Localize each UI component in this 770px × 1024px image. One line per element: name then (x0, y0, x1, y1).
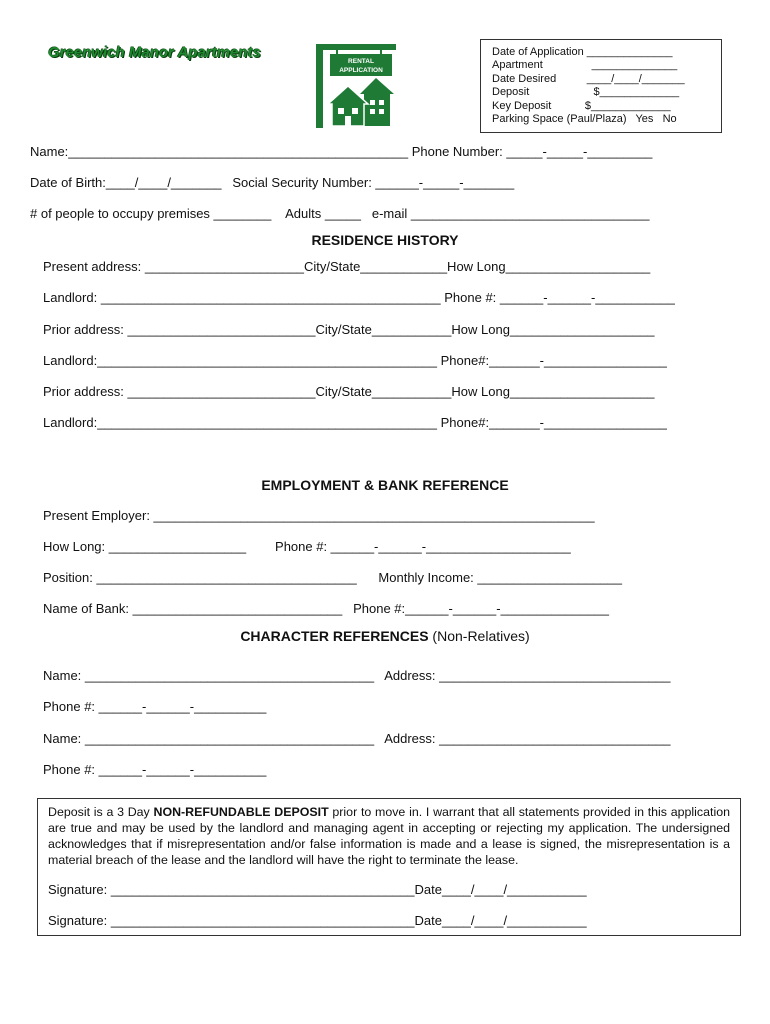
reference-2-name-address-line[interactable]: Name: ________________________________________ Address: ________________________________ (43, 731, 671, 746)
present-landlord-line[interactable]: Landlord: _______________________________________________ Phone #: ______-______-___________ (43, 290, 675, 305)
bank-phone-line[interactable]: Name of Bank: _____________________________ Phone #:______-______-_______________ (43, 601, 610, 616)
deposit-agreement-box (37, 798, 741, 936)
reference-1-name-address-line[interactable]: Name: ________________________________________ Address: ________________________________ (43, 668, 671, 683)
deposit-agreement-text: Deposit is a 3 Day NON-REFUNDABLE DEPOSIT prior to move in. I warrant that all statements provided in this application are true and may be used by the landlord and managing agent in accepting or rejecting my application. The undersigned acknowledges that if misrepresentation and/or false information is made and a lease is signed, the misrepresentation is a material breach of the lease and the landlord will have the right to terminate the lease. (48, 805, 730, 867)
brand-title: Greenwich Manor Apartments (48, 44, 261, 61)
position-income-line[interactable]: Position: ____________________________________ Monthly Income: ____________________ (43, 570, 623, 585)
employment-bank-heading: EMPLOYMENT & BANK REFERENCE (261, 477, 509, 493)
prior-landlord-2-line[interactable]: Landlord:_______________________________________________ Phone#:_______-_________________ (43, 415, 667, 430)
office-use-box (480, 39, 722, 133)
present-employer-line[interactable]: Present Employer: _____________________________________________________________ (43, 508, 595, 523)
date-of-application-line[interactable]: Date of Application ______________ (492, 46, 673, 58)
prior-landlord-1-line[interactable]: Landlord:_______________________________________________ Phone#:_______-_________________ (43, 353, 667, 368)
character-references-heading (0, 628, 770, 644)
logo-sign-line-1: RENTAL (348, 58, 374, 65)
residence-history-heading: RESIDENCE HISTORY (311, 232, 459, 248)
occupants-email-line[interactable]: # of people to occupy premises ________ Adults _____ e-mail _________________________________ (30, 206, 650, 221)
signature-line-1[interactable]: Signature: __________________________________________Date____/____/___________ (48, 882, 587, 897)
key-deposit-line[interactable]: Key Deposit $_____________ (492, 99, 671, 112)
non-refundable-deposit-emphasis: NON-REFUNDABLE DEPOSIT (153, 805, 329, 819)
prior-address-1-line[interactable]: Prior address: __________________________City/State___________How Long____________________ (43, 322, 655, 337)
prior-address-2-line[interactable]: Prior address: __________________________City/State___________How Long____________________ (43, 384, 655, 399)
present-address-line[interactable]: Present address: ______________________City/State____________How Long____________________ (43, 259, 651, 274)
date-desired-line[interactable]: Date Desired ____/____/_______ (492, 72, 685, 85)
non-relatives-note: (Non-Relatives) (428, 628, 530, 644)
reference-1-phone-line[interactable]: Phone #: ______-______-__________ (43, 699, 267, 714)
deposit-line[interactable]: Deposit $_____________ (492, 86, 680, 99)
apartment-line[interactable]: Apartment ______________ (492, 59, 678, 72)
character-references-title: CHARACTER REFERENCES (240, 628, 429, 644)
logo-sign-line-2: APPLICATION (339, 67, 383, 74)
name-phone-line[interactable]: Name:_______________________________________________ Phone Number: _____-_____-_________ (30, 144, 653, 159)
parking-space-line[interactable]: Parking Space (Paul/Plaza) Yes No (492, 113, 677, 125)
how-long-phone-line[interactable]: How Long: ___________________ Phone #: ______-______-____________________ (43, 539, 571, 554)
signature-line-2[interactable]: Signature: __________________________________________Date____/____/___________ (48, 913, 587, 928)
dob-ssn-line[interactable]: Date of Birth:____/____/_______ Social Security Number: ______-_____-_______ (30, 175, 515, 190)
reference-2-phone-line[interactable]: Phone #: ______-______-__________ (43, 762, 267, 777)
rental-application-logo (314, 42, 398, 128)
